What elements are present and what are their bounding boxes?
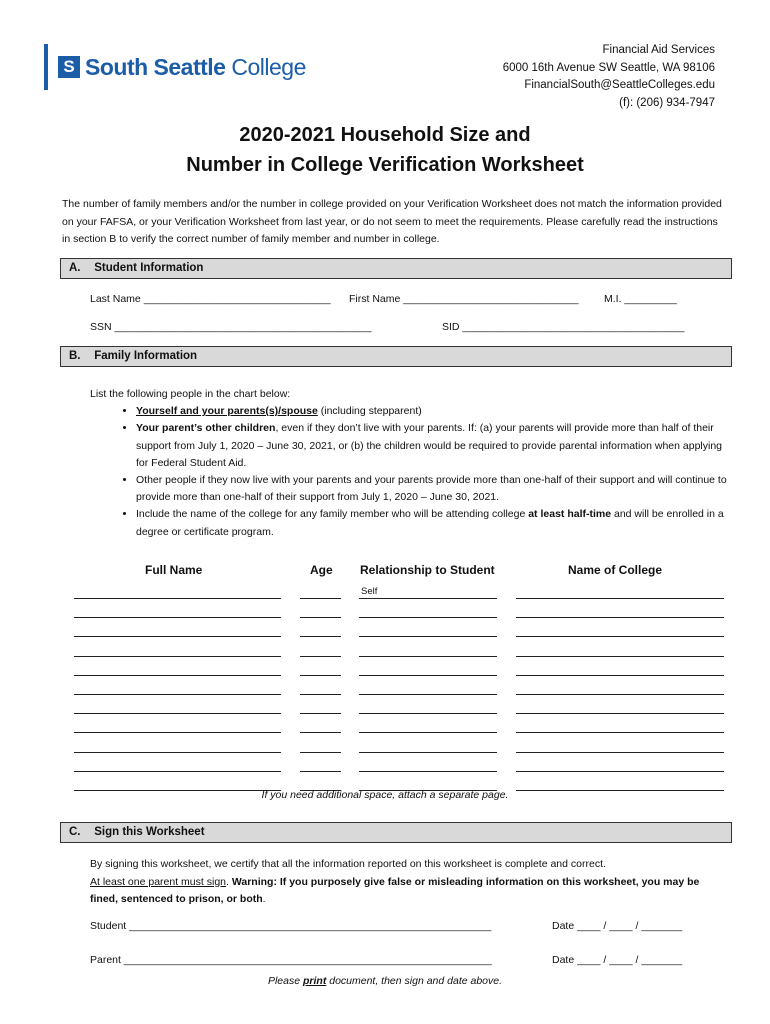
ssn-field[interactable]: SSN ____________________________________________ bbox=[90, 321, 372, 333]
warning-end: . bbox=[262, 893, 266, 905]
section-a-header bbox=[60, 258, 732, 279]
parent-must-sign: At least one parent must sign bbox=[90, 875, 226, 888]
list-item: • Other people if they now live with your parents and your parents provide more than one-half of their support and will continue to provide more than one-half of their support from July 1, 2020 – June 30, 2021. bbox=[136, 472, 730, 506]
logo-suffix: College bbox=[231, 53, 306, 80]
logo-main: South Seattle bbox=[85, 53, 226, 80]
period: . bbox=[226, 875, 232, 888]
warning-text: Warning: If you purposely give false or misleading information on this worksheet, you may be fined, sentenced to prison, or both bbox=[90, 875, 700, 905]
relationship-cell[interactable]: Self bbox=[359, 584, 497, 599]
contact-line-office: Financial Aid Services bbox=[602, 44, 715, 56]
title-line-1: 2020-2021 Household Size and bbox=[239, 124, 531, 146]
relationship-cell[interactable] bbox=[359, 603, 497, 618]
section-b-letter: B. bbox=[69, 350, 81, 362]
section-b-header bbox=[60, 346, 732, 367]
footer-post: document, then sign and date above. bbox=[326, 975, 503, 987]
parent-signature-field[interactable]: Parent _______________________________________________________________ bbox=[90, 954, 492, 966]
college-cell[interactable] bbox=[516, 661, 724, 676]
bullet4-post: and will be enrolled in a degree or certificate program. bbox=[136, 508, 724, 538]
col-header-age: Age bbox=[310, 563, 333, 577]
certify-sentence: By signing this worksheet, we certify that all the information reported on this worksheet is complete and correct. bbox=[90, 858, 606, 870]
age-cell[interactable] bbox=[300, 680, 341, 695]
logo-s-icon: S bbox=[58, 56, 80, 78]
college-cell[interactable] bbox=[516, 757, 724, 772]
middle-initial-field[interactable]: M.I. _________ bbox=[604, 293, 677, 305]
full-name-cell[interactable] bbox=[74, 699, 281, 714]
list-item bbox=[136, 420, 730, 472]
college-cell[interactable] bbox=[516, 642, 724, 657]
age-cell[interactable] bbox=[300, 757, 341, 772]
full-name-cell[interactable] bbox=[74, 603, 281, 618]
contact-line-email[interactable]: FinancialSouth@SeattleColleges.edu bbox=[524, 79, 715, 91]
age-cell[interactable] bbox=[300, 603, 341, 618]
section-c-title: Sign this Worksheet bbox=[94, 826, 205, 838]
bullet1-rest: (including stepparent) bbox=[317, 405, 422, 418]
relationship-cell[interactable] bbox=[359, 680, 497, 695]
list-intro: List the following people in the chart below: bbox=[90, 388, 291, 400]
relationship-cell[interactable] bbox=[359, 699, 497, 714]
relationship-cell[interactable] bbox=[359, 661, 497, 676]
certification-text bbox=[90, 856, 730, 909]
relationship-cell[interactable] bbox=[359, 738, 497, 753]
relationship-cell[interactable] bbox=[359, 642, 497, 657]
bullet4-bold: at least half-time bbox=[528, 508, 612, 521]
college-cell[interactable] bbox=[516, 622, 724, 637]
full-name-cell[interactable] bbox=[74, 642, 281, 657]
age-cell[interactable] bbox=[300, 699, 341, 714]
full-name-cell[interactable] bbox=[74, 661, 281, 676]
bullet1-bold: Yourself and your parents(s)/spouse bbox=[136, 405, 318, 418]
section-a-title: Student Information bbox=[94, 262, 204, 274]
college-cell[interactable] bbox=[516, 699, 724, 714]
student-date-field[interactable]: Date ____ / ____ / _______ bbox=[552, 920, 683, 932]
section-c-header bbox=[60, 822, 732, 843]
intro-paragraph: The number of family members and/or the number in college provided on your Verification Worksheet does not match the information provided on your FAFSA, or your Verification Worksheet from last year, or do not seem to meet the requirements. Please carefully read the instructions in section B to verify the correct number of family member and number in college. bbox=[62, 198, 722, 245]
bullet4-pre: Include the name of the college for any family member who will be attending college bbox=[136, 508, 529, 521]
college-cell[interactable] bbox=[516, 718, 724, 733]
col-header-relationship: Relationship to Student bbox=[360, 563, 495, 577]
footer-pre: Please bbox=[267, 975, 303, 987]
additional-space-note: If you need additional space, attach a separate page. bbox=[261, 789, 509, 801]
age-cell[interactable] bbox=[300, 738, 341, 753]
footer-print: print bbox=[302, 975, 327, 987]
sid-field[interactable]: SID ______________________________________ bbox=[442, 321, 685, 333]
warning-paragraph bbox=[90, 874, 730, 909]
contact-block bbox=[503, 42, 715, 112]
age-cell[interactable] bbox=[300, 622, 341, 637]
student-signature-field[interactable]: Student ______________________________________________________________ bbox=[90, 920, 492, 932]
full-name-cell[interactable] bbox=[74, 738, 281, 753]
full-name-cell[interactable] bbox=[74, 757, 281, 772]
title-line-2: Number in College Verification Worksheet bbox=[186, 154, 584, 176]
full-name-cell[interactable] bbox=[74, 718, 281, 733]
section-a-letter: A. bbox=[69, 262, 81, 274]
college-cell[interactable] bbox=[516, 738, 724, 753]
page-title bbox=[0, 120, 770, 180]
bullet2-rest: , even if they don’t live with your parents. If: (a) your parents will provide more than half of their support from July 1, 2020 – June 30, 2021, or (b) the children would be required to provide parental information when applying for Federal Student Aid. bbox=[136, 422, 723, 469]
section-c-letter: C. bbox=[69, 826, 81, 838]
full-name-cell[interactable] bbox=[74, 584, 281, 599]
logo-bar bbox=[44, 44, 48, 90]
age-cell[interactable] bbox=[300, 584, 341, 599]
full-name-cell[interactable] bbox=[74, 622, 281, 637]
college-cell[interactable] bbox=[516, 680, 724, 695]
bullet2-bold: Your parent’s other children bbox=[136, 422, 276, 435]
relationship-cell[interactable] bbox=[359, 757, 497, 772]
college-cell[interactable] bbox=[516, 603, 724, 618]
logo-wordmark bbox=[85, 54, 306, 81]
age-cell[interactable] bbox=[300, 718, 341, 733]
full-name-cell[interactable] bbox=[74, 680, 281, 695]
relationship-cell[interactable] bbox=[359, 718, 497, 733]
col-header-college: Name of College bbox=[568, 563, 663, 577]
col-header-full-name: Full Name bbox=[145, 563, 203, 577]
instructions-list bbox=[90, 386, 730, 541]
relationship-cell[interactable] bbox=[359, 622, 497, 637]
list-item bbox=[136, 403, 730, 420]
college-logo bbox=[44, 44, 306, 90]
contact-line-address: 6000 16th Avenue SW Seattle, WA 98106 bbox=[502, 61, 715, 74]
contact-line-fax: (f): (206) 934-7947 bbox=[619, 96, 715, 109]
last-name-field[interactable]: Last Name ________________________________ bbox=[90, 293, 331, 305]
footer-note bbox=[0, 975, 770, 987]
college-cell[interactable] bbox=[516, 584, 724, 599]
section-b-title: Family Information bbox=[94, 350, 198, 362]
age-cell[interactable] bbox=[300, 642, 341, 657]
age-cell[interactable] bbox=[300, 661, 341, 676]
first-name-field[interactable]: First Name ______________________________ bbox=[349, 293, 579, 305]
list-item bbox=[136, 506, 730, 540]
parent-date-field[interactable]: Date ____ / ____ / _______ bbox=[552, 954, 683, 966]
